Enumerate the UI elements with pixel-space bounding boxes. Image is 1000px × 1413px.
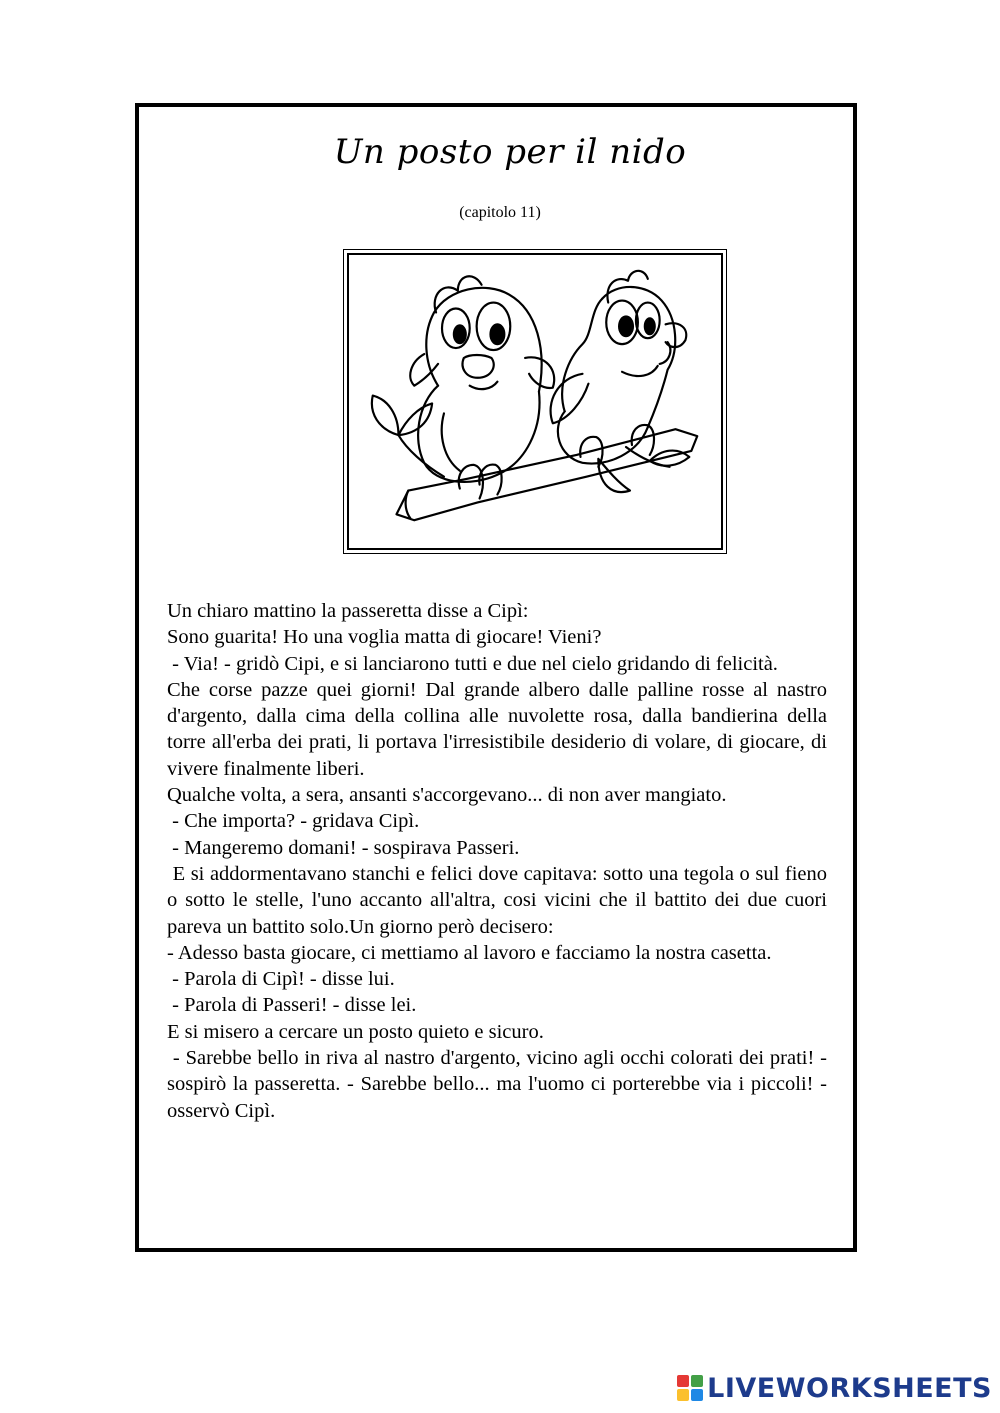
story-paragraph: Sono guarita! Ho una voglia matta di giocare! Vieni? xyxy=(167,626,602,649)
story-paragraph: Qualche volta, a sera, ansanti s'accorgevano... di non aver mangiato. xyxy=(167,784,727,807)
story-text xyxy=(167,598,838,1124)
story-paragraph: - Che importa? - gridava Cipì. xyxy=(167,810,420,833)
story-paragraph: - Sarebbe bello in riva al nastro d'argento, vicino agli occhi colorati dei prati! - sospirò la passeretta. - Sarebbe bello... ma l'uomo ci porterebbe via i piccoli! - osservò Cipì. xyxy=(167,1047,838,1122)
story-paragraph: - Mangeremo domani! - sospirava Passeri. xyxy=(167,836,520,859)
page-title: Un posto per il nido xyxy=(333,132,687,172)
two-birds-on-branch-icon xyxy=(349,255,721,548)
story-paragraph: - Parola di Passeri! - disse lei. xyxy=(167,994,417,1017)
story-paragraph: - Adesso basta giocare, ci mettiamo al lavoro e facciamo la nostra casetta. xyxy=(167,941,772,964)
story-paragraph: - Parola di Cipì! - disse lui. xyxy=(167,968,395,991)
story-paragraph: E si misero a cercare un posto quieto e sicuro. xyxy=(167,1020,544,1043)
brand-name: LIVEWORKSHEETS xyxy=(707,1372,992,1404)
story-paragraph: Che corse pazze quei giorni! Dal grande albero dalle palline rosse al nastro d'argento, dalla cima della collina alle nuvolette rosa, dalla bandierina della torre all'erba dei prati, li portava l'irresistibile desiderio di volare, di giocare, di vivere finalmente liberi. xyxy=(167,678,833,780)
story-paragraph: Un chiaro mattino la passeretta disse a Cipì: xyxy=(167,600,529,622)
story-paragraph: E si addormentavano stanchi e felici dove capitava: sotto una tegola o sul fieno o sotto le stelle, l'uno accanto all'altra, cosi vicini che il battito dei due cuori pareva un battito solo.Un giorno però decisero: xyxy=(167,862,833,938)
illustration-frame xyxy=(343,249,727,554)
liveworksheets-brand[interactable] xyxy=(677,1371,992,1405)
liveworksheets-logo-icon xyxy=(677,1375,703,1401)
story-paragraph: - Via! - gridò Cipi, e si lanciarono tutti e due nel cielo gridando di felicità. xyxy=(167,652,778,675)
chapter-subtitle: (capitolo 11) xyxy=(459,204,541,221)
